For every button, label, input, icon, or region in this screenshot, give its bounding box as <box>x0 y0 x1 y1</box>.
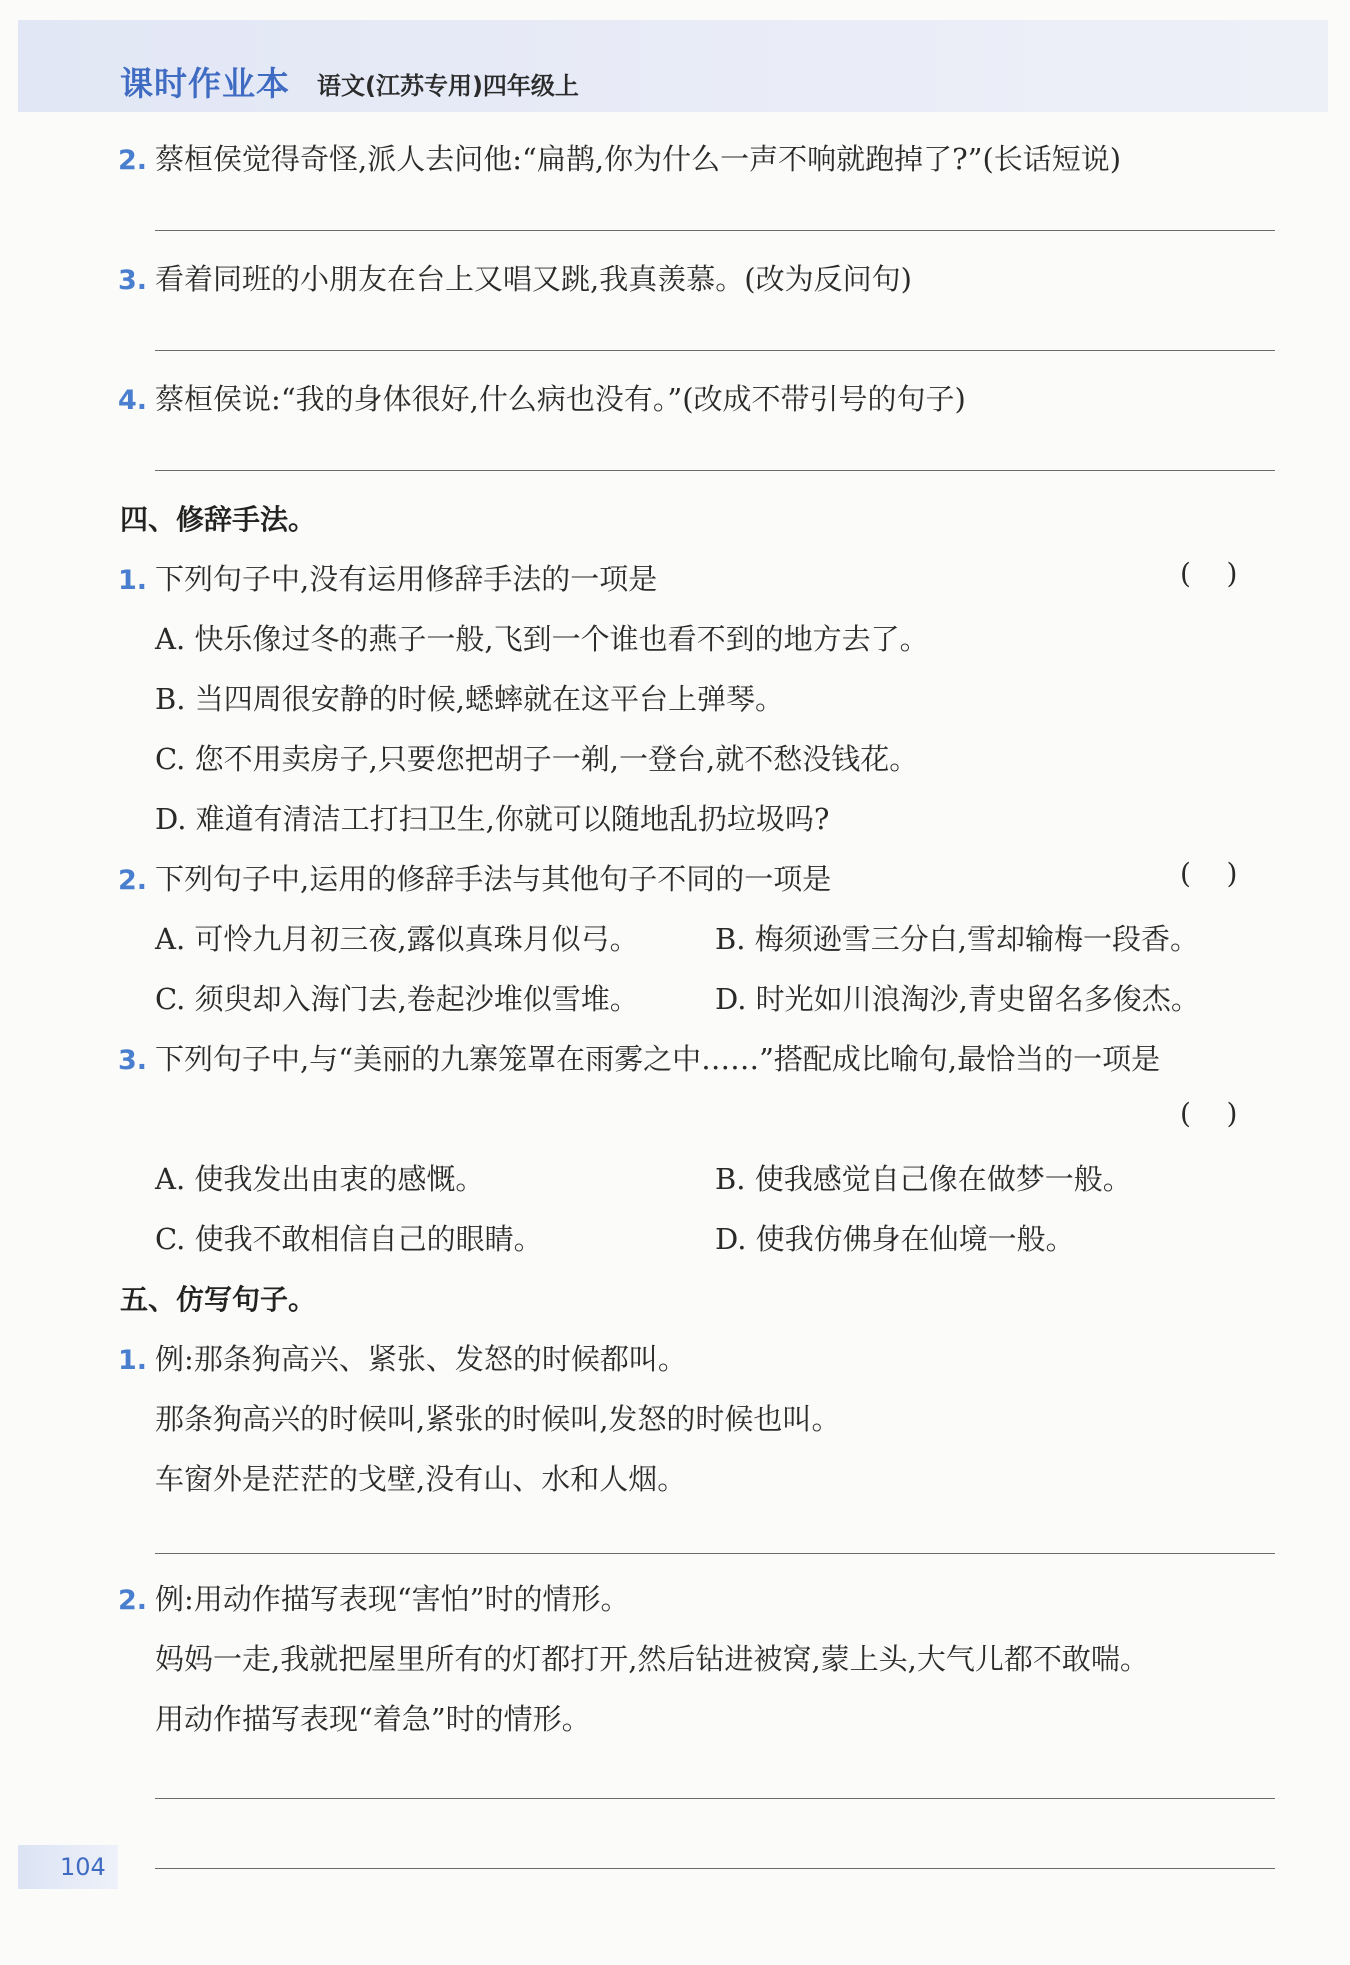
question-4-1 <box>118 557 657 598</box>
section-title-rhetoric: 四、修辞手法。 <box>120 503 317 536</box>
option-c: C. 须臾却入海门去,卷起沙堆似雪堆。 <box>155 982 639 1016</box>
page-number: 104 <box>60 1853 106 1881</box>
answer-line[interactable] <box>155 1868 1275 1869</box>
question-3-3 <box>118 257 912 298</box>
task-sentence: 车窗外是茫茫的戈壁,没有山、水和人烟。 <box>155 1462 687 1496</box>
question-number: 1. <box>118 565 148 596</box>
question-text: 看着同班的小朋友在台上又唱又跳,我真羡慕。(改为反问句) <box>155 262 912 296</box>
question-text: 蔡桓侯说:“我的身体很好,什么病也没有。”(改成不带引号的句子) <box>155 382 966 416</box>
question-text: 下列句子中,运用的修辞手法与其他句子不同的一项是 <box>155 862 832 896</box>
question-number: 1. <box>118 1345 148 1376</box>
answer-line[interactable] <box>155 1798 1275 1799</box>
option-a: A. 使我发出由衷的感慨。 <box>155 1162 485 1196</box>
question-3-2 <box>118 137 1121 178</box>
option-d: D. 难道有清洁工打扫卫生,你就可以随地乱扔垃圾吗? <box>155 802 830 836</box>
option-c: C. 使我不敢相信自己的眼睛。 <box>155 1222 543 1256</box>
question-text: 下列句子中,没有运用修辞手法的一项是 <box>155 562 658 596</box>
question-text: 下列句子中,与“美丽的九寨笼罩在雨雾之中……”搭配成比喻句,最恰当的一项是 <box>155 1042 1161 1076</box>
question-number: 2. <box>118 145 148 176</box>
question-number: 3. <box>118 265 148 296</box>
question-4-2 <box>118 857 831 898</box>
option-b: B. 梅须逊雪三分白,雪却输梅一段香。 <box>715 922 1199 956</box>
brand-title: 课时作业本 <box>120 64 290 103</box>
example-rewrite: 那条狗高兴的时候叫,紧张的时候叫,发怒的时候也叫。 <box>155 1402 841 1436</box>
option-b: B. 当四周很安静的时候,蟋蟀就在这平台上弹琴。 <box>155 682 784 716</box>
question-text: 蔡桓侯觉得奇怪,派人去问他:“扁鹊,你为什么一声不响就跑掉了?”(长话短说) <box>155 142 1122 176</box>
option-d: D. 使我仿佛身在仙境一般。 <box>715 1222 1075 1256</box>
answer-line[interactable] <box>155 1553 1275 1554</box>
example-text: 例:那条狗高兴、紧张、发怒的时候都叫。 <box>155 1342 687 1376</box>
answer-bracket[interactable]: ( ) <box>1180 857 1238 890</box>
subject-title: 语文(江苏专用)四年级上 <box>317 72 579 100</box>
question-number: 4. <box>118 385 148 416</box>
option-b: B. 使我感觉自己像在做梦一般。 <box>715 1162 1132 1196</box>
answer-bracket[interactable]: ( ) <box>1180 1097 1238 1130</box>
question-number: 2. <box>118 865 148 896</box>
question-number: 2. <box>118 1585 148 1616</box>
option-a: A. 快乐像过冬的燕子一般,飞到一个谁也看不到的地方去了。 <box>155 622 929 656</box>
answer-bracket[interactable]: ( ) <box>1180 557 1238 590</box>
option-a: A. 可怜九月初三夜,露似真珠月似弓。 <box>155 922 639 956</box>
question-4-3 <box>118 1037 1160 1078</box>
option-c: C. 您不用卖房子,只要您把胡子一剃,一登台,就不愁没钱花。 <box>155 742 919 776</box>
question-5-2 <box>118 1577 629 1618</box>
answer-line[interactable] <box>155 470 1275 471</box>
option-d: D. 时光如川浪淘沙,青史留名多俊杰。 <box>715 982 1200 1016</box>
answer-line[interactable] <box>155 230 1275 231</box>
question-3-4 <box>118 377 966 418</box>
answer-line[interactable] <box>155 350 1275 351</box>
question-number: 3. <box>118 1045 148 1076</box>
section-title-imitation: 五、仿写句子。 <box>120 1283 317 1316</box>
question-5-1 <box>118 1337 687 1378</box>
example-paragraph: 妈妈一走,我就把屋里所有的灯都打开,然后钻进被窝,蒙上头,大气儿都不敢喘。 <box>155 1642 1149 1676</box>
example-text: 例:用动作描写表现“害怕”时的情形。 <box>155 1582 630 1616</box>
task-sentence: 用动作描写表现“着急”时的情形。 <box>155 1702 591 1736</box>
